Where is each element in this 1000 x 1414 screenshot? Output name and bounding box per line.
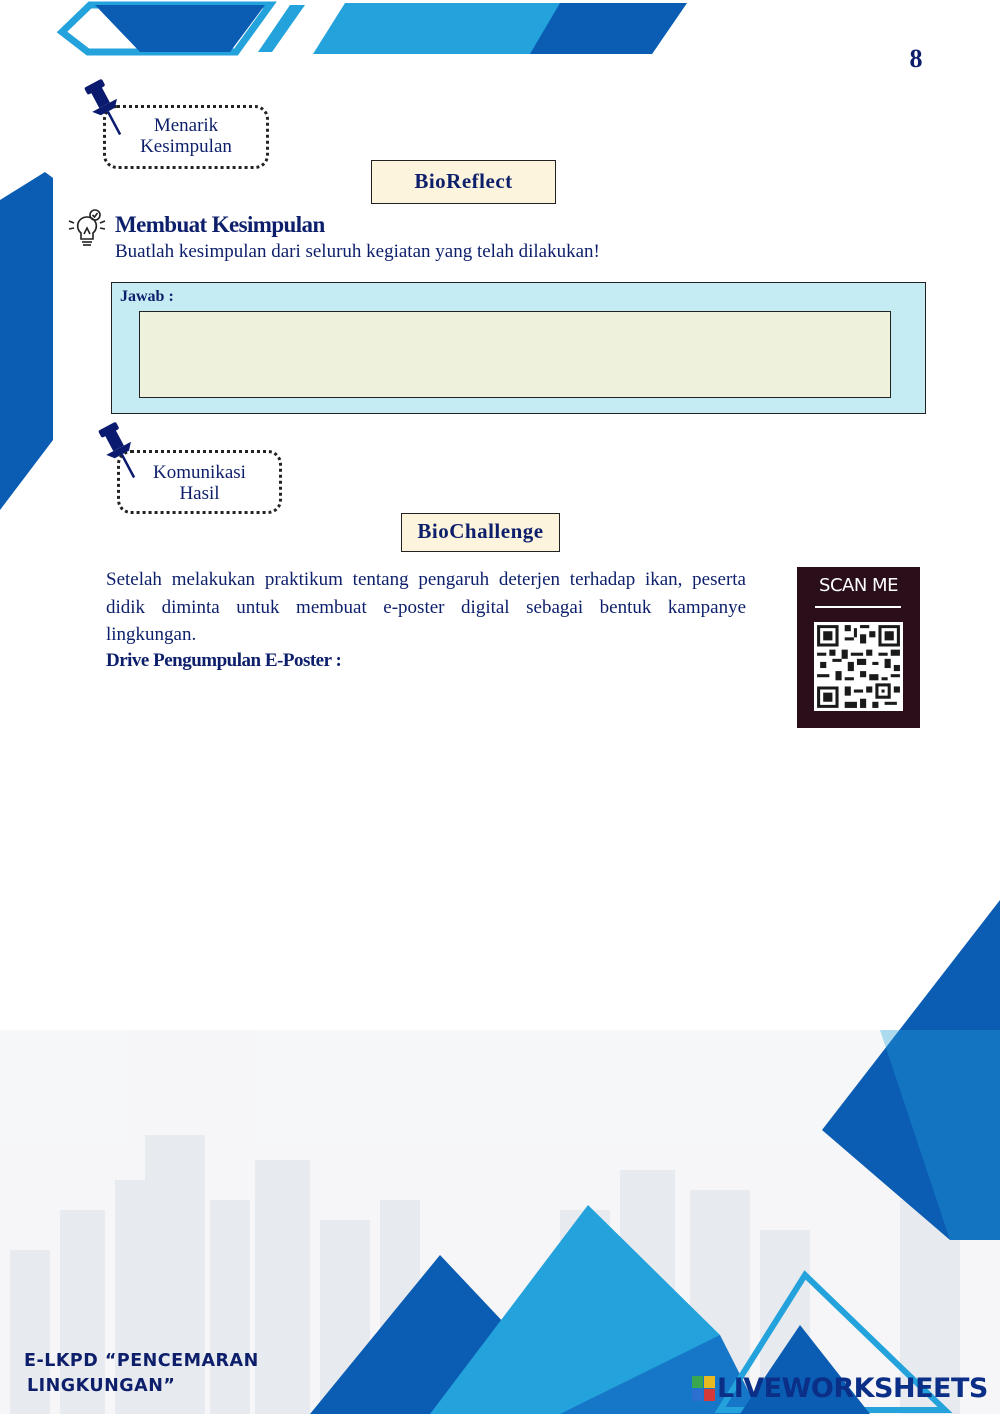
pushpin-icon bbox=[84, 78, 128, 140]
footer-line2: LINGKUNGAN” bbox=[27, 1376, 176, 1396]
tag-line1: Menarik bbox=[153, 115, 219, 136]
lightbulb-icon bbox=[67, 207, 107, 249]
qr-caption: SCAN ME bbox=[819, 575, 898, 596]
heading-membuat-kesimpulan: Membuat Kesimpulan bbox=[115, 212, 325, 237]
qr-code-icon bbox=[814, 622, 903, 711]
answer-label: Jawab : bbox=[120, 288, 174, 305]
instruction-text: Buatlah kesimpulan dari seluruh kegiatan yang telah dilakukan! bbox=[115, 241, 600, 262]
drive-label: Drive Pengumpulan E-Poster : bbox=[106, 650, 342, 671]
answer-input[interactable] bbox=[139, 311, 891, 398]
qr-divider bbox=[815, 606, 901, 608]
footer-title bbox=[24, 1349, 259, 1399]
pushpin-icon bbox=[98, 421, 142, 483]
liveworksheets-watermark[interactable]: LIVEWORKSHEETS bbox=[717, 1373, 988, 1404]
liveworksheets-logo-icon bbox=[692, 1376, 716, 1402]
section-title-bioreflect: BioReflect bbox=[371, 160, 556, 204]
tag-line2: Kesimpulan bbox=[140, 136, 232, 157]
section-title-biochallenge: BioChallenge bbox=[401, 513, 560, 552]
challenge-paragraph: Setelah melakukan praktikum tentang pengaruh deterjen terhadap ikan, peserta didik diminta untuk membuat e-poster digital sebagai bentuk kampanye lingkungan. bbox=[106, 569, 746, 645]
tag-line2: Hasil bbox=[179, 483, 220, 504]
qr-card[interactable] bbox=[797, 567, 920, 728]
footer-line1: E-LKPD “PENCEMARAN bbox=[24, 1351, 259, 1371]
tag-line1: Komunikasi bbox=[153, 462, 246, 483]
page-number: 8 bbox=[909, 44, 923, 73]
